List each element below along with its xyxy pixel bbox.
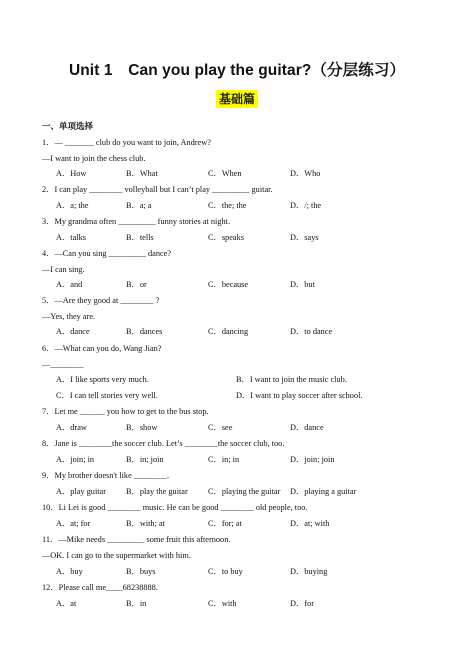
option-a: A．dance [56, 327, 90, 336]
option-c: C．with [208, 599, 237, 608]
option-b: B．with; at [126, 519, 165, 528]
option-a: A．play guitar [56, 487, 107, 496]
option-c: C．speaks [208, 233, 244, 242]
option-b: B．buys [126, 567, 156, 576]
option-b: B．or [126, 280, 147, 289]
option-d: D．for [290, 599, 314, 608]
question-dialog-line: —I want to join the chess club. [42, 154, 146, 163]
question-stem: 7．Let me ______ you how to get to the bus stop. [42, 407, 209, 416]
option-c: C．playing the guitar [208, 487, 281, 496]
question-dialog-line: —I can sing. [42, 265, 85, 274]
question-stem: 2．I can play ________ volleyball but I can’t play _________ guitar. [42, 185, 273, 194]
option-c: C．see [208, 423, 233, 432]
option-a: A．How [56, 169, 87, 178]
option-d: D．/; the [290, 201, 322, 210]
option-a: A．a; the [56, 201, 89, 210]
option-a: A．I like sports very much. [56, 375, 149, 384]
question-stem: 10．Li Lei is good ________ music. He can be good ________ old people, too. [42, 503, 308, 512]
option-c: C．to buy [208, 567, 243, 576]
option-d: D．I want to play soccer after school. [236, 391, 363, 400]
option-a: A．join; in [56, 455, 95, 464]
question-stem: 3．My grandma often _________ funny stories at night. [42, 217, 231, 226]
page-title: Unit 1 Can you play the guitar?（分层练习） [68, 62, 406, 79]
option-d: D．buying [290, 567, 328, 576]
option-c: C．for; at [208, 519, 242, 528]
question-dialog-line: —________ [42, 360, 84, 369]
option-d: D．to dance [290, 327, 333, 336]
question-stem: 8．Jane is ________the soccer club. Let’s ________the soccer club, too. [42, 439, 285, 448]
option-d: D．playing a guitar [290, 487, 357, 496]
option-d: D．Who [290, 169, 321, 178]
option-a: A．and [56, 280, 83, 289]
option-a: A．at [56, 599, 77, 608]
option-a: A．buy [56, 567, 83, 576]
option-c: C．because [208, 280, 249, 289]
question-stem: 1．— _______ club do you want to join, Andrew? [42, 138, 211, 147]
question-dialog-line: —OK. I can go to the supermarket with him. [42, 551, 191, 560]
option-d: D．dance [290, 423, 324, 432]
option-b: B．What [126, 169, 158, 178]
question-stem: 5．—Are they good at ________ ? [42, 296, 160, 305]
level-badge-wrap [0, 90, 474, 108]
option-b: B．show [126, 423, 158, 432]
option-b: B．I want to join the music club. [236, 375, 347, 384]
option-c: C．the; the [208, 201, 247, 210]
option-c: C．I can tell stories very well. [56, 391, 158, 400]
option-d: D．join; join [290, 455, 335, 464]
question-stem: 12．Please call me____68238888. [42, 583, 158, 592]
option-a: A．draw [56, 423, 87, 432]
level-badge: 基础篇 [216, 90, 258, 108]
question-stem: 6．—What can you do, Wang Jian? [42, 344, 162, 353]
option-b: B．in [126, 599, 147, 608]
question-stem: 11．—Mike needs _________ some fruit this afternoon. [42, 535, 231, 544]
option-a: A．talks [56, 233, 86, 242]
option-d: D．at; with [290, 519, 330, 528]
option-d: D．but [290, 280, 315, 289]
option-b: B．play the guitar [126, 487, 188, 496]
section-heading: 一、单项选择 [42, 122, 94, 132]
question-stem: 4．—Can you sing _________ dance? [42, 249, 172, 258]
option-d: D．says [290, 233, 319, 242]
question-dialog-line: —Yes, they are. [42, 312, 96, 321]
option-b: B．in; join [126, 455, 164, 464]
option-c: C．dancing [208, 327, 249, 336]
option-b: B．tells [126, 233, 154, 242]
option-b: B．a; a [126, 201, 152, 210]
question-stem: 9．My brother doesn't like ________. [42, 471, 170, 480]
option-b: B．dances [126, 327, 163, 336]
option-c: C．When [208, 169, 242, 178]
option-c: C．in; in [208, 455, 240, 464]
option-a: A．at; for [56, 519, 91, 528]
